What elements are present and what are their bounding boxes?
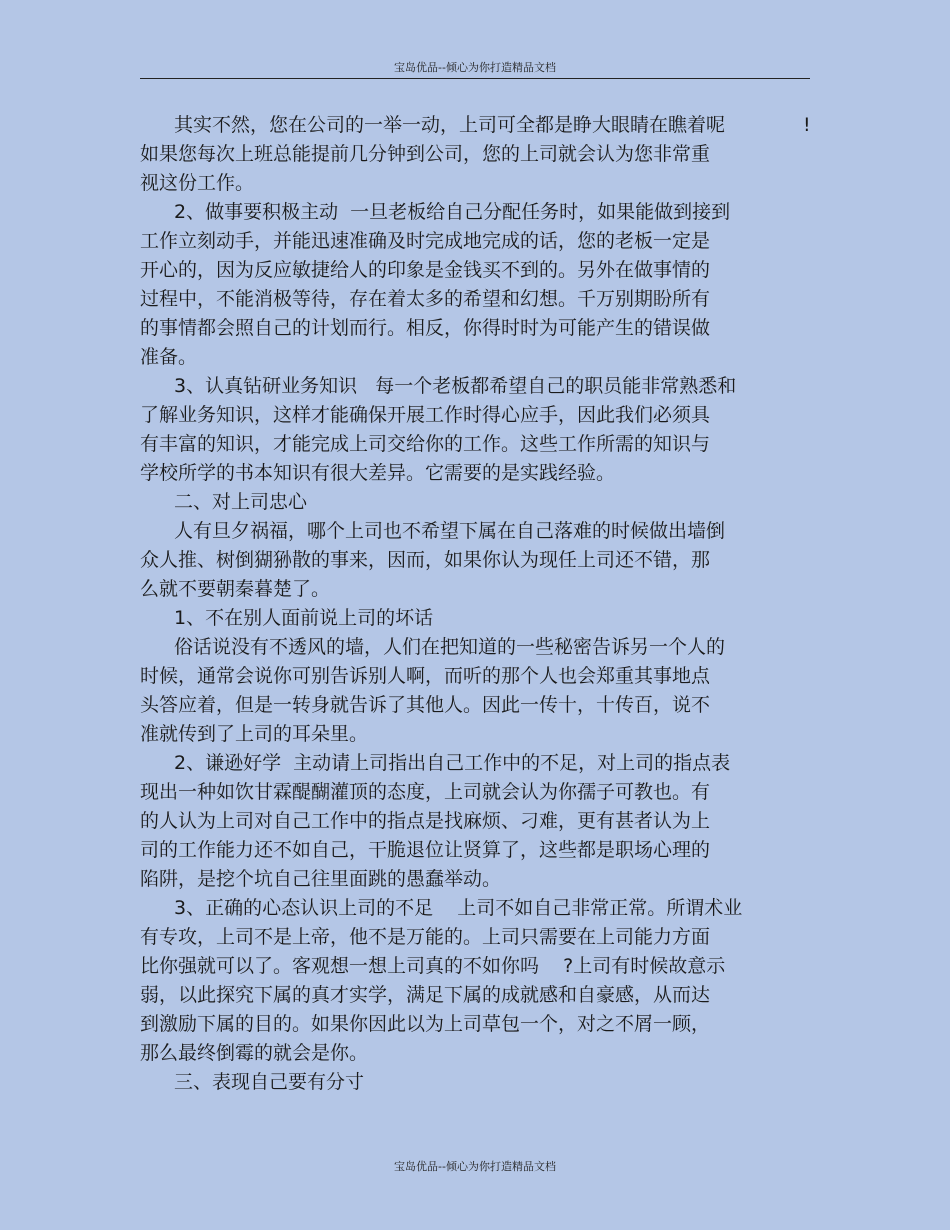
trailing-exclamation: !: [803, 114, 811, 136]
body-line: 准备。: [140, 346, 198, 368]
body-line: 现出一种如饮甘霖醍醐灌顶的态度，上司就会认为你孺子可教也。有: [140, 781, 711, 803]
body-line: 其实不然，您在公司的一举一动，上司可全都是睁大眼睛在瞧着呢: [174, 114, 726, 136]
body-line: 准就传到了上司的耳朵里。: [140, 723, 369, 745]
subsection-heading: 1、不在别人面前说上司的坏话: [174, 607, 434, 629]
body-line: 开心的，因为反应敏捷给人的印象是金钱买不到的。另外在做事情的: [140, 259, 711, 281]
body-line: 如果您每次上班总能提前几分钟到公司，您的上司就会认为您非常重: [140, 143, 711, 165]
page-footer-text: 宝岛优品--倾心为你打造精品文档: [394, 1160, 556, 1173]
body-line: 过程中，不能消极等待，存在着太多的希望和幻想。千万别期盼所有: [140, 288, 711, 310]
body-line: 的人认为上司对自己工作中的指点是找麻烦、刁难，更有甚者认为上: [140, 810, 711, 832]
body-line: 那么最终倒霉的就会是你。: [140, 1042, 369, 1064]
body-line: 了解业务知识，这样才能确保开展工作时得心应手，因此我们必须具: [140, 404, 711, 426]
body-line: 比你强就可以了。客观想一想上司真的不如你吗 ?上司有时候故意示: [140, 955, 726, 977]
body-line: 学校所学的书本知识有很大差异。它需要的是实践经验。: [140, 462, 616, 484]
body-line: 俗话说没有不透风的墙，人们在把知道的一些秘密告诉另一个人的: [174, 636, 726, 658]
body-line: 头答应着，但是一转身就告诉了其他人。因此一传十，十传百，说不: [140, 694, 711, 716]
body-line: 视这份工作。: [140, 172, 255, 194]
body-line: 2、谦逊好学 主动请上司指出自己工作中的不足，对上司的指点表: [174, 752, 731, 774]
body-line: 陷阱，是挖个坑自己往里面跳的愚蠢举动。: [140, 868, 502, 890]
body-line: 众人推、树倒猢狲散的事来，因而，如果你认为现任上司还不错，那: [140, 549, 711, 571]
body-line: 司的工作能力还不如自己，干脆退位让贤算了，这些都是职场心理的: [140, 839, 711, 861]
body-line: 3、认真钻研业务知识 每一个老板都希望自己的职员能非常熟悉和: [174, 375, 737, 397]
body-line: 时候，通常会说你可别告诉别人啊，而听的那个人也会郑重其事地点: [140, 665, 711, 687]
body-line: 人有旦夕祸福，哪个上司也不希望下属在自己落难的时候做出墙倒: [174, 520, 726, 542]
page-header-text: 宝岛优品--倾心为你打造精品文档: [394, 61, 556, 74]
header-divider: [140, 78, 810, 79]
body-line: 3、正确的心态认识上司的不足 上司不如自己非常正常。所谓术业: [174, 897, 743, 919]
body-line: 到激励下属的目的。如果你因此以为上司草包一个，对之不屑一顾，: [140, 1013, 711, 1035]
body-line: 么就不要朝秦暮楚了。: [140, 578, 331, 600]
body-line: 弱，以此探究下属的真才实学，满足下属的成就感和自豪感，从而达: [140, 984, 711, 1006]
body-line: 有丰富的知识，才能完成上司交给你的工作。这些工作所需的知识与: [140, 433, 711, 455]
body-line: 2、做事要积极主动 一旦老板给自己分配任务时，如果能做到接到: [174, 201, 731, 223]
document-body: [140, 111, 800, 1097]
section-heading: 三、表现自己要有分寸: [174, 1071, 365, 1093]
section-heading: 二、对上司忠心: [174, 491, 308, 513]
body-line: 的事情都会照自己的计划而行。相反，你得时时为可能产生的错误做: [140, 317, 711, 339]
body-line: 有专攻，上司不是上帝，他不是万能的。上司只需要在上司能力方面: [140, 926, 711, 948]
body-line: 工作立刻动手，并能迅速准确及时完成地完成的话，您的老板一定是: [140, 230, 711, 252]
